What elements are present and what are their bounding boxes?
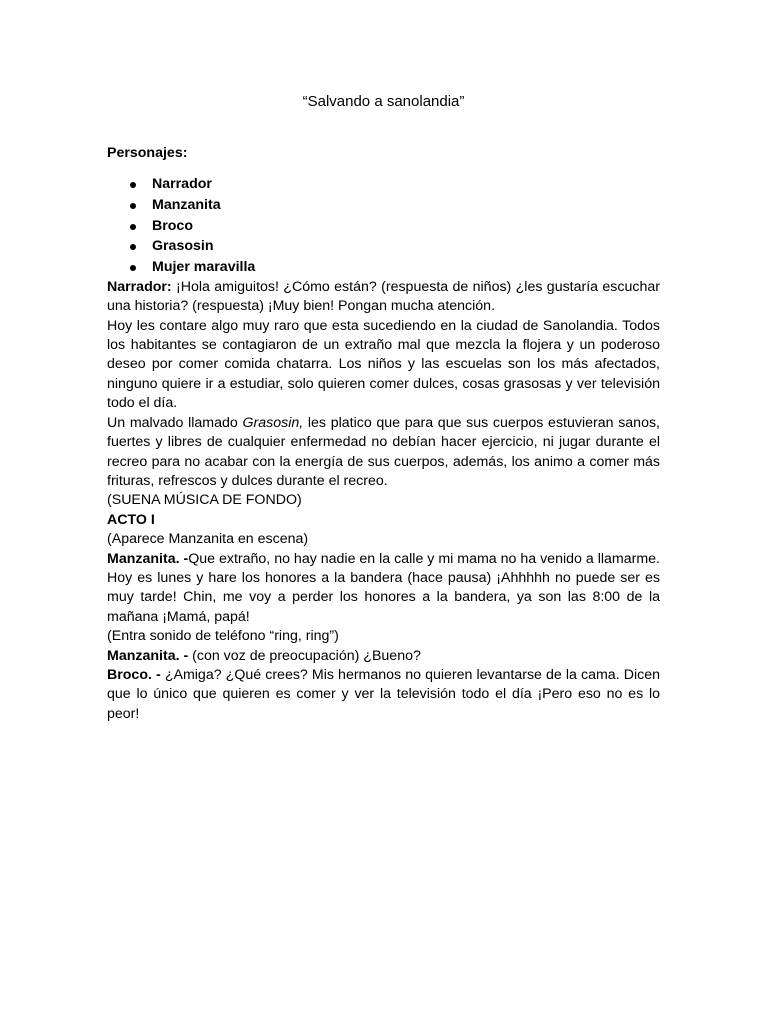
- stage-direction-music: (SUENA MÚSICA DE FONDO): [107, 492, 302, 509]
- bullet-icon: [130, 244, 136, 250]
- bullet-icon: [130, 265, 136, 271]
- character-list: [107, 174, 660, 277]
- dialogue-text: Que extraño, no hay nadie en la calle y mi mama no ha venido a llamarme. Hoy es lunes y hare los honores a la bandera (hace pausa) ¡Ahhhhh no puede ser es muy tarde! Chin, me voy a perder los honores a la bandera, ya son las 8:00 de la mañana ¡Mamá, papá!: [107, 550, 660, 625]
- document-content: [107, 92, 660, 724]
- villain-text-after: les platico que para que sus cuerpos estuvieran sanos, fuertes y libres de cualquier enfermedad no debían hacer ejercicio, ni jugar durante el recreo para no acabar con la energía de sus cuerpos, además, los animo a comer más frituras, refrescos y dulces durante el recreo.: [107, 414, 660, 489]
- character-name: Broco: [152, 217, 193, 234]
- list-item: [107, 174, 660, 195]
- stage-direction-phone: (Entra sonido de teléfono “ring, ring”): [107, 628, 339, 645]
- speaker-label: Broco. -: [107, 666, 161, 683]
- list-item: [107, 216, 660, 237]
- list-item: [107, 257, 660, 278]
- character-name: Narrador: [152, 176, 212, 193]
- character-name: Grasosin: [152, 238, 214, 255]
- story-paragraph: Hoy les contare algo muy raro que esta sucediendo en la ciudad de Sanolandia. Todos los habitantes se contagiaron de un extraño mal que mezcla la flojera y un poderoso deseo por comer comida chatarra. Los niños y las escuelas son los más afectados, ninguno quiere ir a estudiar, solo quieren comer dulces, cosas grasosas y ver televisión todo el día.: [107, 317, 660, 412]
- dialogue-text: (con voz de preocupación) ¿Bueno?: [188, 647, 421, 664]
- bullet-icon: [130, 182, 136, 188]
- villain-paragraph: [107, 414, 660, 492]
- document-title: “Salvando a sanolandia”: [302, 93, 465, 110]
- dialogue-text: ¿Amiga? ¿Qué crees? Mis hermanos no quieren levantarse de la cama. Dicen que lo único que quieren es comer y ver la televisión todo el día ¡Pero eso no es lo peor!: [107, 666, 660, 722]
- speaker-label: Manzanita. -: [107, 647, 189, 664]
- narrador-intro-paragraph: [107, 278, 660, 317]
- manzanita-dialogue-2: [107, 647, 660, 666]
- villain-text-before: Un malvado llamado: [107, 414, 243, 431]
- dialogue-text: ¡Hola amiguitos! ¿Cómo están? (respuesta de niños) ¿les gustaría escuchar una historia? (respuesta) ¡Muy bien! Pongan mucha atención.: [107, 278, 660, 315]
- broco-dialogue-1: [107, 666, 660, 724]
- character-name: Mujer maravilla: [152, 259, 256, 276]
- list-item: [107, 236, 660, 257]
- act-title: ACTO I: [107, 511, 155, 528]
- list-item: [107, 195, 660, 216]
- character-name: Manzanita: [152, 197, 221, 214]
- speaker-label: Manzanita. -: [107, 550, 189, 567]
- bullet-icon: [130, 203, 136, 209]
- bullet-icon: [130, 224, 136, 230]
- personajes-label: Personajes:: [107, 145, 188, 161]
- manzanita-dialogue-1: [107, 550, 660, 628]
- speaker-label: Narrador:: [107, 278, 172, 295]
- villain-name: Grasosin,: [242, 414, 304, 431]
- stage-direction-enter: (Aparece Manzanita en escena): [107, 531, 309, 548]
